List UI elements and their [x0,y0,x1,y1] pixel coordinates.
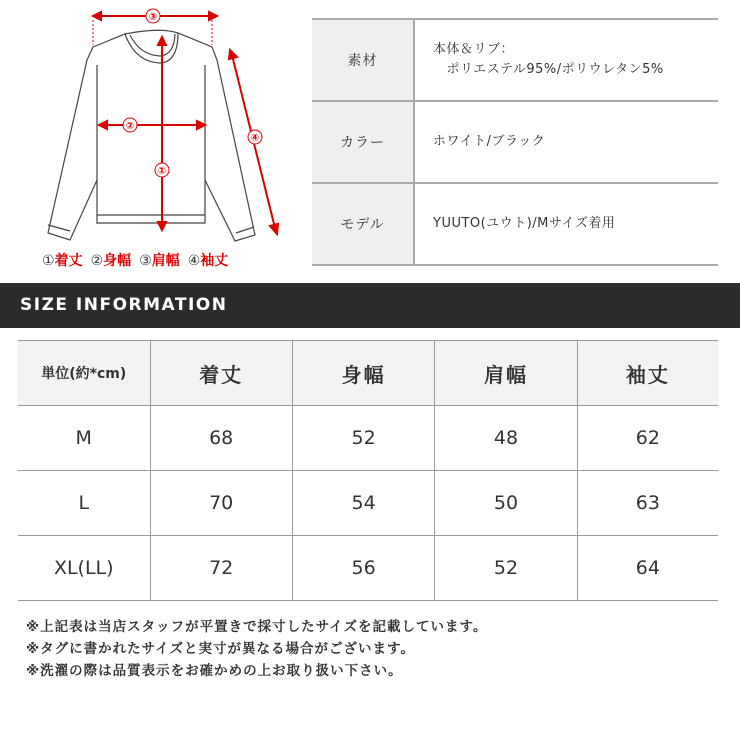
spec-value [414,19,718,101]
size-cell: L [18,471,150,536]
spec-value: YUUTO(ユウト)/Mサイズ着用 [414,183,718,265]
legend-num: ④ [187,253,201,269]
marker-1: ① [157,166,167,177]
spec-label: 素材 [312,19,414,101]
value-cell: 50 [435,471,577,536]
spec-row-model [312,183,718,265]
spec-value: ホワイト/ブラック [414,101,718,183]
legend-label: 袖丈 [200,253,229,269]
value-cell: 68 [150,406,292,471]
spec-row-material [312,19,718,101]
legend-num: ① [42,253,55,269]
legend-item [42,250,83,270]
header-cell: 単位(約*cm) [18,341,150,406]
size-table [18,340,718,601]
header-cell: 肩幅 [435,341,577,406]
size-cell: XL(LL) [18,536,150,601]
value-cell: 48 [435,406,577,471]
header-cell: 着丈 [150,341,292,406]
note-line: ※タグに書かれたサイズと実寸が異なる場合がございます。 [26,641,415,657]
table-row [18,471,718,536]
legend-item [91,250,132,270]
legend-num: ③ [139,253,152,269]
spec-label: カラー [312,101,414,183]
legend-label: 身幅 [103,253,132,269]
legend-num: ② [90,253,104,269]
note-line: ※洗濯の際は品質表示をお確かめの上お取り扱い下さい。 [26,663,403,679]
marker-2: ② [125,121,135,132]
spec-row-color [312,101,718,183]
product-spec-table [312,18,718,266]
legend-label: 着丈 [54,253,83,269]
size-table-header [18,341,718,406]
size-information-banner: SIZE INFORMATION [0,283,740,328]
table-row [18,406,718,471]
value-cell: 62 [577,406,718,471]
marker-4: ④ [250,133,260,144]
marker-3: ③ [148,12,158,23]
spec-label: モデル [312,183,414,265]
legend-item [188,250,229,270]
value-cell: 72 [150,536,292,601]
measurement-legend [42,250,228,270]
value-cell: 56 [292,536,434,601]
garment-diagram [0,0,300,250]
note-line: ※上記表は当店スタッフが平置きで採寸したサイズを記載しています。 [26,619,488,635]
header-cell: 袖丈 [577,341,718,406]
value-cell: 54 [292,471,434,536]
value-cell: 70 [150,471,292,536]
table-row [18,536,718,601]
legend-item [139,250,180,270]
spec-value-line: ポリエステル95%/ポリウレタン5% [433,62,664,77]
notes [26,616,487,682]
legend-label: 肩幅 [151,253,180,269]
value-cell: 63 [577,471,718,536]
value-cell: 52 [292,406,434,471]
value-cell: 52 [435,536,577,601]
spec-value-line: 本体＆リブ： [433,42,515,57]
value-cell: 64 [577,536,718,601]
size-cell: M [18,406,150,471]
header-cell: 身幅 [292,341,434,406]
